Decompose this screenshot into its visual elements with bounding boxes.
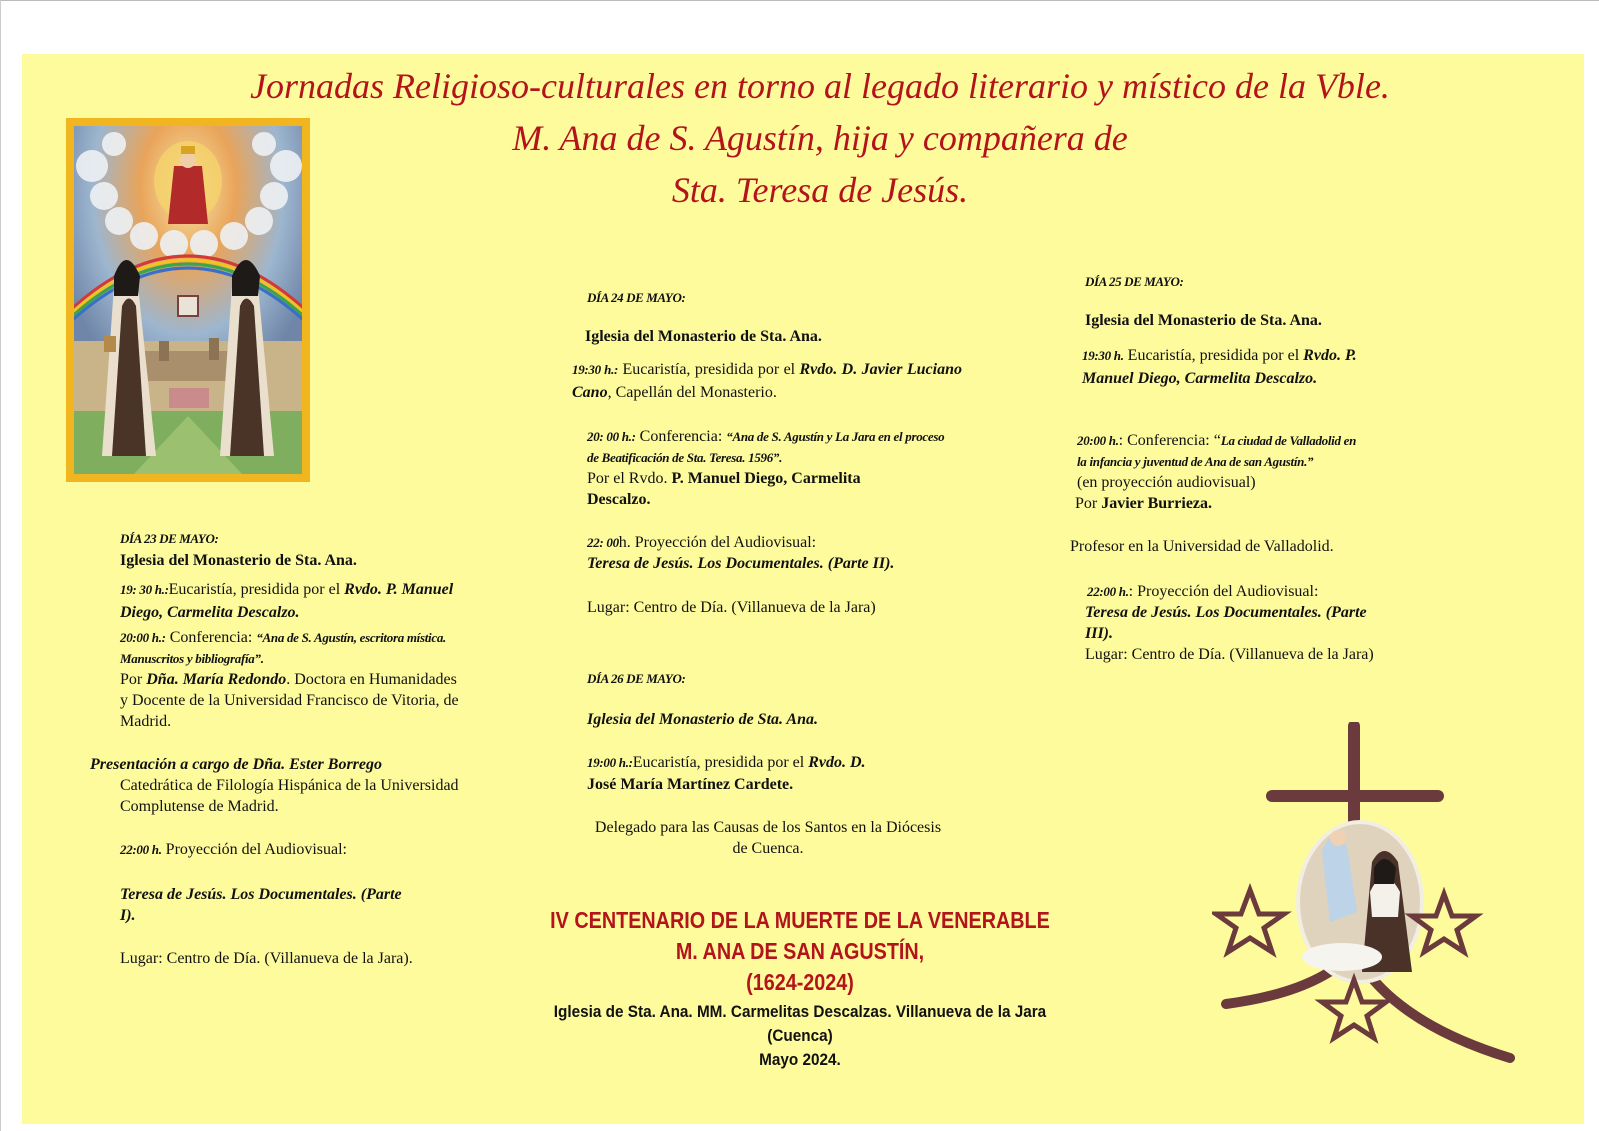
day-23-conf-label: Conferencia: xyxy=(165,629,257,646)
day-25-conf-time: 20:00 h. xyxy=(1077,433,1119,448)
day-23-place: Iglesia del Monasterio de Sta. Ana. xyxy=(120,552,357,569)
day-23-presenter-desc: Catedrática de Filología Hispánica de la Universidad Complutense de Madrid. xyxy=(120,777,459,815)
day-23-proj-time: 22:00 h. xyxy=(120,842,162,857)
day-23-mass-text: Eucaristía, presidida por el xyxy=(168,581,345,598)
cross-stars-emblem xyxy=(1212,722,1522,1068)
day-23-projection xyxy=(120,839,460,860)
day-24-place: Iglesia del Monasterio de Sta. Ana. xyxy=(585,328,822,345)
day-23-speaker-name: Dña. María Redondo xyxy=(146,671,287,688)
title-line-3: Sta. Teresa de Jesús. xyxy=(671,170,969,210)
carmelite-emblem xyxy=(1212,722,1522,1068)
day-23-column xyxy=(90,528,460,969)
day-24-proj-text: h. Proyección del Audiovisual: xyxy=(618,534,817,551)
day-26-heading: DÍA 26 DE MAYO: xyxy=(587,671,686,686)
day-24-conference xyxy=(587,426,957,468)
day-25-by: Por xyxy=(1075,495,1102,512)
day-25-conf-title: La ciudad de Valladolid en la infancia y juventud de Ana de san Agustín.” xyxy=(1077,433,1357,469)
centenary-location: Iglesia de Sta. Ana. MM. Carmelitas Descalzas. Villanueva de la Jara xyxy=(553,1002,1047,1021)
day-23-proj-text: Proyección del Audiovisual: xyxy=(161,841,347,858)
day-23-heading: DÍA 23 DE MAYO: xyxy=(120,531,219,546)
day-23-conference xyxy=(120,627,460,669)
day-26-mass-title: Rvdo. D. xyxy=(808,754,866,771)
day-25-heading: DÍA 25 DE MAYO: xyxy=(1085,274,1184,289)
day-25-column xyxy=(1070,271,1440,665)
day-23-mass xyxy=(120,578,460,624)
day-25-proj-title: Teresa de Jesús. Los Documentales. (Parte III). xyxy=(1085,604,1367,642)
day-24-mass-celebrant: Rvdo. D. Javier Luciano Cano xyxy=(572,361,962,401)
day-25-mass-time: 19:30 h. xyxy=(1082,348,1124,363)
day-24-projection xyxy=(587,532,962,553)
day-24-mass xyxy=(572,358,962,404)
day-23-speaker-desc: . Doctora en Humanidades y Docente de la Universidad Francisco de Vitoria, de Madrid. xyxy=(120,671,459,730)
day-26-mass-time: 19:00 h.: xyxy=(587,755,633,770)
poster-title xyxy=(150,60,1490,216)
day-23-mass-celebrant: Rvdo. P. Manuel Diego, Carmelita Descalzo. xyxy=(120,581,454,621)
page-border-left xyxy=(0,0,1,1131)
day-25-mass xyxy=(1082,344,1412,390)
centenary-line-1: IV CENTENARIO DE LA MUERTE DE LA VENERABLE xyxy=(550,907,1050,933)
day-24-speaker xyxy=(587,468,927,510)
day-25-speaker-name: Javier Burrieza. xyxy=(1101,495,1213,512)
day-24-column xyxy=(572,287,962,618)
day-25-venue: Lugar: Centro de Día. (Villanueva de la Jara) xyxy=(1085,646,1374,663)
day-25-place: Iglesia del Monasterio de Sta. Ana. xyxy=(1085,312,1322,329)
day-24-conf-time: 20: 00 h.: xyxy=(587,429,636,444)
day-26-mass-text: Eucaristía, presidida por el xyxy=(632,754,809,771)
day-24-heading: DÍA 24 DE MAYO: xyxy=(587,290,686,305)
day-25-projection xyxy=(1087,581,1440,602)
day-23-conf-title: “Ana de S. Agustín, escritora mística. Manuscritos y bibliografía”. xyxy=(120,630,446,666)
day-24-mass-text: Eucaristía, presidida por el xyxy=(618,361,800,378)
painting-illustration xyxy=(74,126,302,474)
title-line-1: Jornadas Religioso-culturales en torno al legado literario y místico de la Vble. xyxy=(250,66,1390,106)
centenary-region: (Cuenca) xyxy=(767,1026,833,1045)
title-line-2: M. Ana de S. Agustín, hija y compañera de xyxy=(512,118,1128,158)
day-24-mass-time: 19:30 h.: xyxy=(572,362,619,377)
day-23-speaker xyxy=(120,669,460,732)
day-23-presentation: Presentación a cargo de Dña. Ester Borrego xyxy=(90,756,382,773)
centenary-date: Mayo 2024. xyxy=(759,1050,841,1069)
centenary-line-3: (1624-2024) xyxy=(746,969,854,995)
day-26-mass-celebrant: José María Martínez Cardete. xyxy=(587,776,794,793)
day-23-by: Por xyxy=(120,671,147,688)
day-26-column xyxy=(587,668,967,859)
day-24-venue: Lugar: Centro de Día. (Villanueva de la Jara) xyxy=(587,599,876,616)
day-25-proj-text: : Proyección del Audiovisual: xyxy=(1128,583,1319,600)
day-24-proj-title: Teresa de Jesús. Los Documentales. (Parte II). xyxy=(587,555,895,572)
centenary-block xyxy=(440,905,1160,1072)
day-23-conf-time: 20:00 h.: xyxy=(120,630,166,645)
day-23-proj-title: Teresa de Jesús. Los Documentales. (Parte I). xyxy=(120,886,402,924)
day-24-speaker-name: P. Manuel Diego, Carmelita Descalzo. xyxy=(587,470,861,508)
centenary-line-2: M. ANA DE SAN AGUSTÍN, xyxy=(675,938,925,964)
day-24-by: Por el Rvdo. xyxy=(587,470,672,487)
day-25-conf-label: : Conferencia: “ xyxy=(1118,432,1221,449)
day-25-speaker xyxy=(1075,493,1440,514)
day-24-conf-label: Conferencia: xyxy=(635,428,727,445)
day-24-mass-role: , Capellán del Monasterio. xyxy=(607,384,777,401)
day-25-mass-celebrant: Rvdo. P. Manuel Diego, Carmelita Descalzo. xyxy=(1082,347,1357,387)
day-23-mass-time: 19: 30 h.: xyxy=(120,582,169,597)
day-26-place: Iglesia del Monasterio de Sta. Ana. xyxy=(587,711,818,728)
day-25-note: (en proyección audiovisual) xyxy=(1077,474,1256,491)
day-26-mass xyxy=(587,752,967,773)
day-25-speaker-desc: Profesor en la Universidad de Valladolid. xyxy=(1070,538,1334,555)
day-25-proj-time: 22:00 h. xyxy=(1087,584,1129,599)
day-23-venue: Lugar: Centro de Día. (Villanueva de la Jara). xyxy=(120,950,413,967)
day-25-conference xyxy=(1077,430,1357,472)
religious-painting xyxy=(66,118,310,482)
day-26-role: Delegado para las Causas de los Santos en la Diócesis de Cuenca. xyxy=(594,819,942,857)
page-border-top xyxy=(0,0,1599,1)
day-24-proj-time: 22: 00 xyxy=(587,535,619,550)
day-25-mass-text: Eucaristía, presidida por el xyxy=(1123,347,1304,364)
day-24-conf-title: “Ana de S. Agustín y La Jara en el proceso de Beatificación de Sta. Teresa. 1596”. xyxy=(587,429,945,465)
